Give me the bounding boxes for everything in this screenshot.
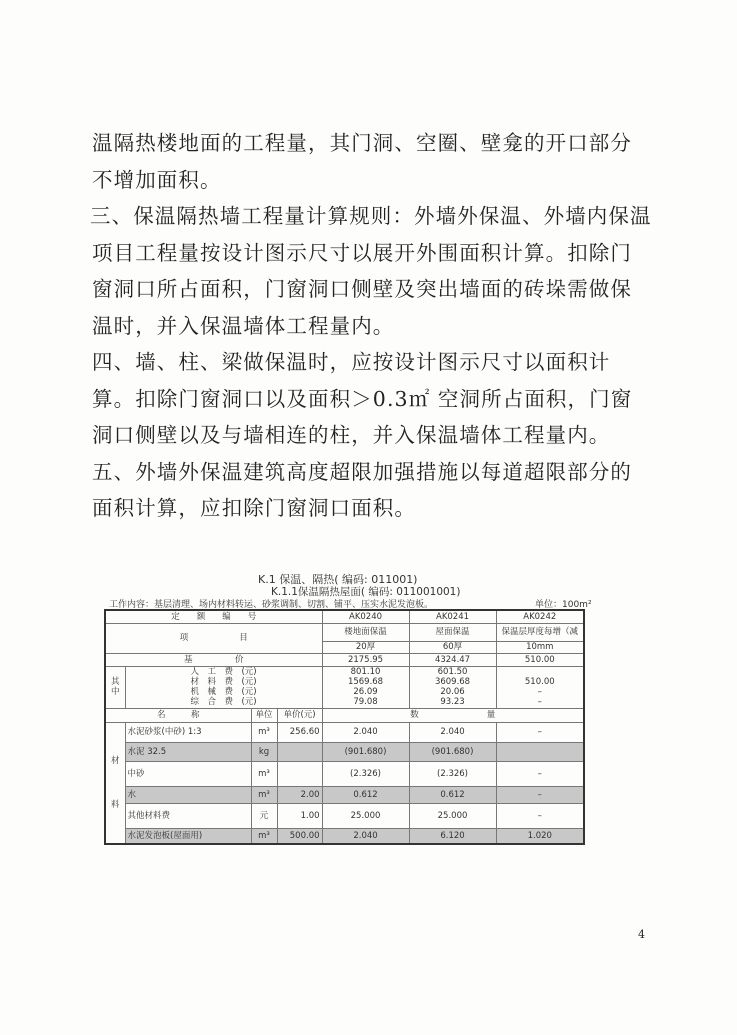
material-unit: m³ bbox=[251, 761, 277, 786]
cost-value: 801.10 bbox=[350, 667, 381, 677]
unit-price-header: 单价(元) bbox=[277, 708, 322, 722]
material-qty: 0.612 bbox=[322, 786, 409, 803]
material-char: 材 bbox=[110, 755, 120, 766]
material-qty: 6.120 bbox=[409, 828, 496, 844]
material-price: 1.00 bbox=[277, 803, 322, 828]
thickness-cell: 60厚 bbox=[409, 641, 496, 653]
page-number: 4 bbox=[638, 928, 645, 941]
item-label: 项 目 bbox=[105, 623, 322, 653]
paragraph-4: 五、外墙外保温建筑高度超限加强措施以每道超限部分的面积计算，应扣除门窗洞口面积。 bbox=[92, 459, 632, 520]
base-price-label: 基 价 bbox=[105, 653, 322, 666]
material-qty: – bbox=[496, 803, 584, 828]
material-name: 水 bbox=[125, 786, 251, 803]
quota-code-label: 定 额 编 号 bbox=[105, 610, 322, 623]
table-subtitle: K.1.1保温隔热屋面( 编码: 011001001) bbox=[271, 586, 461, 598]
material-qty: – bbox=[496, 722, 584, 742]
thickness-cell: 10mm bbox=[496, 641, 584, 653]
material-qty: 25.000 bbox=[409, 803, 496, 828]
cost-labels bbox=[125, 666, 322, 708]
material-name: 水泥发泡板(屋面用) bbox=[125, 828, 251, 844]
paragraph-3: 四、墙、柱、梁做保温时，应按设计图示尺寸以面积计算。扣除门窗洞口以及面积＞0.3㎡ 空洞所占面积，门窗洞口侧壁以及与墙相连的柱，并入保温墙体工程量内。 bbox=[92, 350, 633, 447]
material-label bbox=[105, 722, 125, 844]
material-price: 256.60 bbox=[277, 722, 322, 742]
material-unit: kg bbox=[251, 742, 277, 761]
cost-value: 1569.68 bbox=[347, 677, 384, 687]
material-qty: 2.040 bbox=[322, 722, 409, 742]
cost-value: 601.50 bbox=[437, 667, 468, 677]
material-name: 中砂 bbox=[125, 761, 251, 786]
cost-label: 综 合 费 (元) bbox=[190, 697, 257, 707]
thickness-cell: 20厚 bbox=[322, 641, 409, 653]
cost-col-3 bbox=[496, 666, 584, 708]
cost-value: 510.00 bbox=[524, 677, 555, 687]
material-qty bbox=[496, 742, 584, 761]
item-cell: 屋面保温 bbox=[409, 623, 496, 641]
cost-value: 93.23 bbox=[440, 697, 465, 707]
material-qty: – bbox=[496, 786, 584, 803]
material-unit: m³ bbox=[251, 828, 277, 844]
unit-header: 单位 bbox=[251, 708, 277, 722]
paragraph-1: 温隔热楼地面的工程量，其门洞、空圈、壁龛的开口部分不增加面积。 bbox=[92, 131, 632, 192]
code-cell: AK0242 bbox=[496, 610, 584, 623]
code-cell: AK0241 bbox=[409, 610, 496, 623]
material-name: 水泥 32.5 bbox=[125, 742, 251, 761]
work-content: 工作内容：基层清理、场内材料转运、砂浆调制、切割、铺平、压实水泥发泡板。 bbox=[109, 600, 434, 610]
cost-value bbox=[499, 667, 582, 677]
item-cell: 保温层厚度每增（减 bbox=[496, 623, 584, 641]
material-name: 其他材料费 bbox=[125, 803, 251, 828]
code-cell: AK0240 bbox=[322, 610, 409, 623]
material-unit: m³ bbox=[251, 722, 277, 742]
material-qty: (901.680) bbox=[322, 742, 409, 761]
name-header: 名 称 bbox=[105, 708, 251, 722]
cost-col-1 bbox=[322, 666, 409, 708]
material-qty: 2.040 bbox=[409, 722, 496, 742]
material-qty: – bbox=[496, 761, 584, 786]
material-qty: (901.680) bbox=[409, 742, 496, 761]
among-label bbox=[105, 666, 125, 708]
cost-value: – bbox=[537, 687, 542, 697]
cost-col-2 bbox=[409, 666, 496, 708]
material-name: 水泥砂浆(中砂) 1:3 bbox=[125, 722, 251, 742]
among-char: 其 bbox=[110, 677, 120, 687]
material-price bbox=[277, 742, 322, 761]
material-price: 2.00 bbox=[277, 786, 322, 803]
material-qty: (2.326) bbox=[409, 761, 496, 786]
cost-label: 材 料 费 (元) bbox=[190, 677, 257, 687]
material-price bbox=[277, 761, 322, 786]
quota-table bbox=[104, 609, 585, 845]
table-title: K.1 保温、隔热( 编码: 011001) bbox=[258, 573, 418, 586]
material-qty: 25.000 bbox=[322, 803, 409, 828]
material-qty: 1.020 bbox=[496, 828, 584, 844]
material-char: 料 bbox=[110, 799, 120, 810]
material-qty: 2.040 bbox=[322, 828, 409, 844]
material-qty: (2.326) bbox=[322, 761, 409, 786]
material-unit: m³ bbox=[251, 786, 277, 803]
cost-label: 人 工 费 (元) bbox=[190, 667, 257, 677]
among-char: 中 bbox=[110, 687, 120, 697]
paragraph-2: 三、保温隔热墙工程量计算规则：外墙外保温、外墙内保温项目工程量按设计图示尺寸以展开外围面积计算。扣除门窗洞口所占面积，门窗洞口侧壁及突出墙面的砖垛需做保温时，并入保温墙体工程量内。 bbox=[90, 204, 652, 338]
base-price-cell: 510.00 bbox=[496, 653, 584, 666]
cost-value: 20.06 bbox=[440, 687, 465, 697]
body-text bbox=[92, 125, 652, 527]
material-qty: 0.612 bbox=[409, 786, 496, 803]
base-price-cell: 4324.47 bbox=[409, 653, 496, 666]
cost-value: 79.08 bbox=[353, 697, 378, 707]
material-unit: 元 bbox=[251, 803, 277, 828]
cost-value: – bbox=[537, 697, 542, 707]
cost-label: 机 械 费 (元) bbox=[190, 687, 257, 697]
cost-value: 3609.68 bbox=[434, 677, 471, 687]
quantity-header: 数 量 bbox=[322, 708, 584, 722]
unit-label: 单位：100m² bbox=[535, 600, 592, 610]
cost-value: 26.09 bbox=[353, 687, 378, 697]
item-cell: 楼地面保温 bbox=[322, 623, 409, 641]
material-price: 500.00 bbox=[277, 828, 322, 844]
base-price-cell: 2175.95 bbox=[322, 653, 409, 666]
